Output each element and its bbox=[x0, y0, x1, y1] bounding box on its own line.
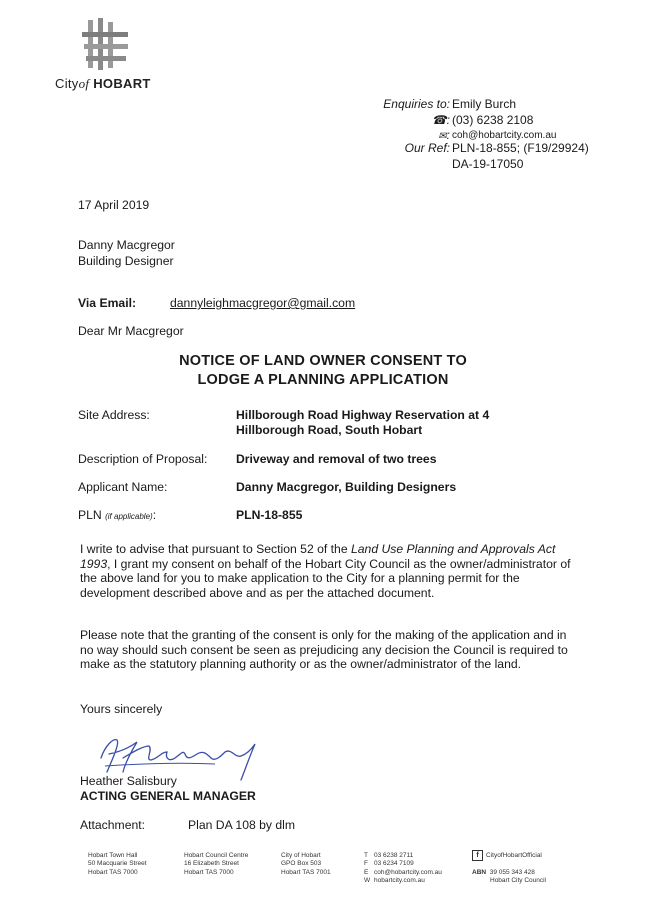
footer-council-centre: Hobart Council Centre 16 Elizabeth Street Hobart TAS 7000 bbox=[184, 852, 249, 876]
applicant-value: Danny Macgregor, Building Designers bbox=[236, 480, 457, 494]
pln-label: PLN (if applicable): bbox=[78, 508, 157, 522]
enquiries-phone: (03) 6238 2108 bbox=[452, 113, 534, 127]
site-address-line2: Hillborough Road, South Hobart bbox=[236, 423, 423, 437]
city-of-hobart-logo-text bbox=[55, 76, 151, 92]
via-email-link[interactable]: dannyleighmacgregor@gmail.com bbox=[170, 296, 356, 310]
our-ref-label: Our Ref: bbox=[404, 141, 450, 155]
site-address-label: Site Address: bbox=[78, 408, 150, 422]
footer-abn: ABN 39 055 343 428 Hobart City Council bbox=[472, 869, 546, 885]
footer-contact-labels: T F E W bbox=[364, 852, 371, 885]
our-ref-da: DA-19-17050 bbox=[452, 157, 524, 171]
proposal-label: Description of Proposal: bbox=[78, 452, 208, 466]
applicant-label: Applicant Name: bbox=[78, 480, 168, 494]
phone-label: ☎: bbox=[431, 113, 450, 127]
enquiries-contact-name: Emily Burch bbox=[452, 97, 517, 111]
site-address-line1: Hillborough Road Highway Reservation at 4 bbox=[236, 408, 490, 422]
logo-of: of bbox=[78, 76, 90, 91]
footer-facebook[interactable]: f CityofHobartOfficial bbox=[472, 850, 542, 861]
email-label: ✉: bbox=[438, 128, 450, 142]
body-paragraph-1: I write to advise that pursuant to Section 52 of the Land Use Planning and Approvals Act 1993, I grant my consent on behalf of the Hobart City Council as the owner/administrator of the above land for you to make application to the City for a planning permit for the development described above and as per the attached document. bbox=[80, 542, 571, 600]
footer-postal: City of Hobart GPO Box 503 Hobart TAS 7001 bbox=[281, 852, 331, 876]
footer-town-hall: Hobart Town Hall 50 Macquarie Street Hobart TAS 7000 bbox=[88, 852, 147, 876]
envelope-icon: ✉ bbox=[438, 131, 447, 142]
notice-title-line2: LODGE A PLANNING APPLICATION bbox=[197, 372, 449, 388]
signer-name: Heather Salisbury bbox=[80, 774, 177, 788]
footer-contact-values: 03 6238 2711 03 6234 7109 coh@hobartcity.com.au hobartcity.com.au bbox=[374, 852, 442, 885]
signer-title: ACTING GENERAL MANAGER bbox=[80, 789, 256, 803]
notice-title-line1: NOTICE OF LAND OWNER CONSENT TO bbox=[179, 353, 467, 369]
enquiries-email: coh@hobartcity.com.au bbox=[452, 130, 557, 141]
recipient-name: Danny Macgregor bbox=[78, 238, 175, 252]
facebook-icon: f bbox=[472, 850, 483, 861]
closing: Yours sincerely bbox=[80, 702, 163, 716]
letter-date: 17 April 2019 bbox=[78, 198, 150, 212]
recipient-title: Building Designer bbox=[78, 254, 174, 268]
phone-icon: ☎ bbox=[431, 113, 447, 127]
salutation: Dear Mr Macgregor bbox=[78, 324, 184, 338]
proposal-value: Driveway and removal of two trees bbox=[236, 452, 437, 466]
body-paragraph-2: Please note that the granting of the consent is only for the making of the application and in no way should such consent be seen as prejudicing any decision the Council is required to make as the statutory planning authority or as the owner/administrator of the land. bbox=[80, 628, 568, 672]
logo-hobart: HOBART bbox=[93, 76, 151, 91]
our-ref: PLN-18-855; (F19/29924) bbox=[452, 141, 589, 155]
attachment-value: Plan DA 108 by dlm bbox=[188, 818, 296, 832]
city-of-hobart-logo-mark bbox=[82, 18, 130, 70]
enquiries-label: Enquiries to: bbox=[383, 97, 450, 111]
logo-city: City bbox=[55, 76, 79, 91]
via-email-label: Via Email: bbox=[78, 296, 137, 310]
pln-value: PLN-18-855 bbox=[236, 508, 303, 522]
logo-grid-icon bbox=[82, 18, 130, 70]
attachment-label: Attachment: bbox=[80, 818, 146, 832]
